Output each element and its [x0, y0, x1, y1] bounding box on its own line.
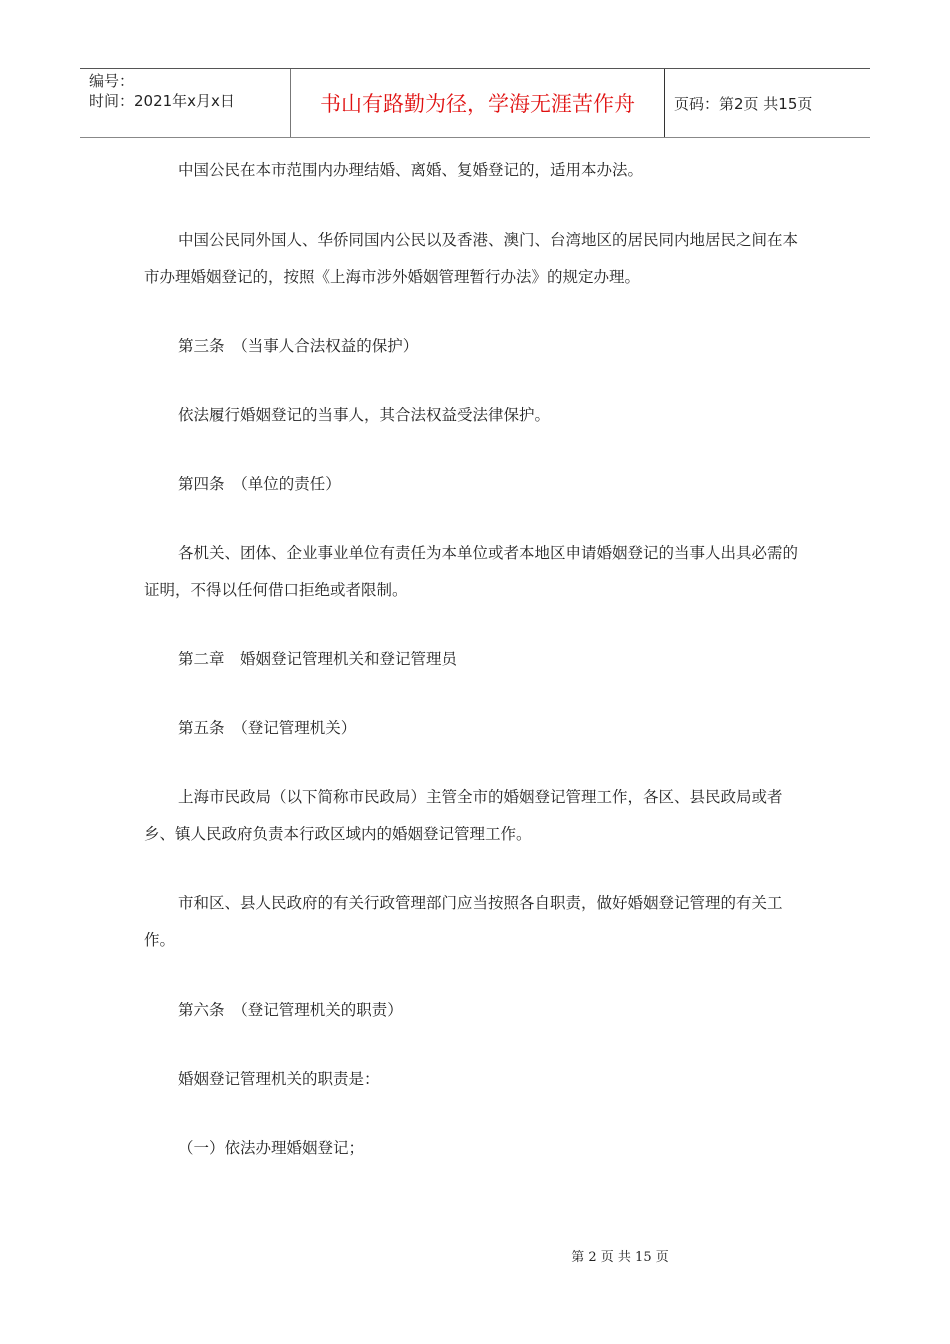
- article-heading: 第四条 （单位的责任）: [178, 475, 341, 493]
- page-footer: 第 2 页 共 15 页: [571, 1250, 669, 1265]
- article-heading: 第六条 （登记管理机关的职责）: [178, 1001, 403, 1019]
- number-label: 编号：: [89, 72, 135, 90]
- chapter-heading: 第二章 婚姻登记管理机关和登记管理员: [178, 650, 458, 668]
- article-heading: 第五条 （登记管理机关）: [178, 719, 357, 737]
- paragraph: 上海市民政局（以下简称市民政局）主管全市的婚姻登记管理工作，各区、县民政局或者乡、镇人民政府负责本行政区域内的婚姻登记管理工作。: [144, 788, 783, 843]
- date-label: 时间：2021年x月x日: [89, 92, 235, 110]
- page-info: 页码：第2页 共15页: [674, 94, 813, 113]
- paragraph: 中国公民同外国人、华侨同国内公民以及香港、澳门、台湾地区的居民同内地居民之间在本市办理婚姻登记的，按照《上海市涉外婚姻管理暂行办法》的规定办理。: [144, 231, 799, 286]
- paragraph: 婚姻登记管理机关的职责是：: [178, 1070, 380, 1088]
- paragraph: 各机关、团体、企业事业单位有责任为本单位或者本地区申请婚姻登记的当事人出具必需的证明，不得以任何借口拒绝或者限制。: [144, 544, 799, 599]
- header-meta: [80, 69, 291, 137]
- paragraph: 中国公民在本市范围内办理结婚、离婚、复婚登记的，适用本办法。: [178, 161, 644, 179]
- motto: 书山有路勤为径，学海无涯苦作舟: [291, 69, 665, 137]
- paragraph: 市和区、县人民政府的有关行政管理部门应当按照各自职责，做好婚姻登记管理的有关工作。: [144, 894, 783, 949]
- article-heading: 第三条 （当事人合法权益的保护）: [178, 337, 419, 355]
- list-item: （一）依法办理婚姻登记；: [178, 1139, 365, 1157]
- paragraph: 依法履行婚姻登记的当事人，其合法权益受法律保护。: [178, 406, 551, 424]
- header-table: [80, 68, 870, 138]
